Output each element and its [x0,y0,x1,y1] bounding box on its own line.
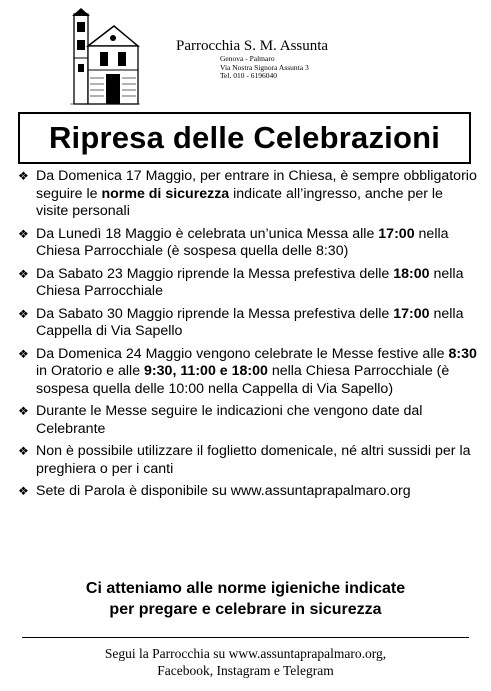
item-text: nella Chiesa Parrocchiale [36,265,464,299]
footer [0,645,491,679]
emphasis-text: 17:00 [378,225,415,242]
page-title: Ripresa delle Celebrazioni [48,120,441,155]
emphasis-text: norme di sicurezza [101,185,230,202]
bullet-icon: ❖ [18,484,29,498]
emphasis-text: 9:30, 11:00 e 18:00 [144,363,268,379]
announcement-item [18,306,478,341]
item-text: Da Domenica 24 Maggio vengono celebrate le Messe festive alle [36,345,449,362]
announcement-item [18,346,478,399]
announcement-item [18,168,478,221]
emphasis-text: 17:00 [393,305,430,322]
parish-info [176,38,328,81]
announcement-list [18,168,478,506]
announcement-item [18,226,478,261]
closing-line-1: Ci atteniamo alle norme igieniche indicate [85,580,406,597]
bullet-icon: ❖ [18,306,29,321]
parish-location: Genova - Palmaro [220,54,275,63]
parish-address: Via Nostra Signora Assunta 3 [220,62,309,72]
item-text: Da Lunedì 18 Maggio è celebrata un’unica Messa alle [36,225,379,242]
footer-line-2: Facebook, Instagram e Telegram [157,663,334,678]
emphasis-text: 18:00 [393,265,430,282]
footer-line-1: Segui la Parrocchia su www.assuntaprapalmaro.org, [104,646,387,661]
footer-divider [22,637,469,638]
church-logo-icon [70,8,140,108]
item-text: Durante le Messe seguire le indicazioni che vengono date dal Celebrante [36,403,423,437]
closing-line-2: per pregare e celebrare in sicurezza [109,601,382,618]
item-text: in Oratorio e alle [36,363,145,379]
parish-phone: Tel. 010 - 6196040 [220,71,277,80]
announcement-item [18,443,478,478]
item-text: nella Cappella di Via Sapello [36,305,464,339]
announcement-item [18,483,478,501]
announcement-item [18,403,478,438]
bullet-icon: ❖ [18,404,29,418]
closing-note [0,578,491,620]
item-text: Da Sabato 30 Maggio riprende la Messa prefestiva delle [36,305,394,322]
title-box [18,112,471,164]
bullet-icon: ❖ [18,266,29,281]
parish-name: Parrocchia S. M. Assunta [176,38,329,54]
item-text: Da Domenica 17 Maggio, per entrare in Chiesa, è sempre obbligatorio seguire le [36,168,477,202]
emphasis-text: 8:30 [448,345,477,362]
bullet-icon: ❖ [18,346,29,361]
announcement-item [18,266,478,301]
item-text: nella Chiesa Parrocchiale (è sospesa quella delle 8:30) [36,225,449,259]
item-text: Non è possibile utilizzare il foglietto domenicale, né altri sussidi per la preghiera o per i canti [36,443,471,477]
bullet-icon: ❖ [18,226,29,241]
bullet-icon: ❖ [18,169,29,183]
letterhead [0,0,491,110]
bullet-icon: ❖ [18,444,29,458]
item-text: Da Sabato 23 Maggio riprende la Messa prefestiva delle [36,265,394,282]
item-text: Sete di Parola è disponibile su www.assuntaprapalmaro.org [36,483,411,499]
item-text: nella Chiesa Parrocchiale (è sospesa quella delle 10:00 nella Cappella di Via Sapello) [36,363,450,397]
item-text: indicate all’ingresso, anche per le visite personali [36,185,443,219]
